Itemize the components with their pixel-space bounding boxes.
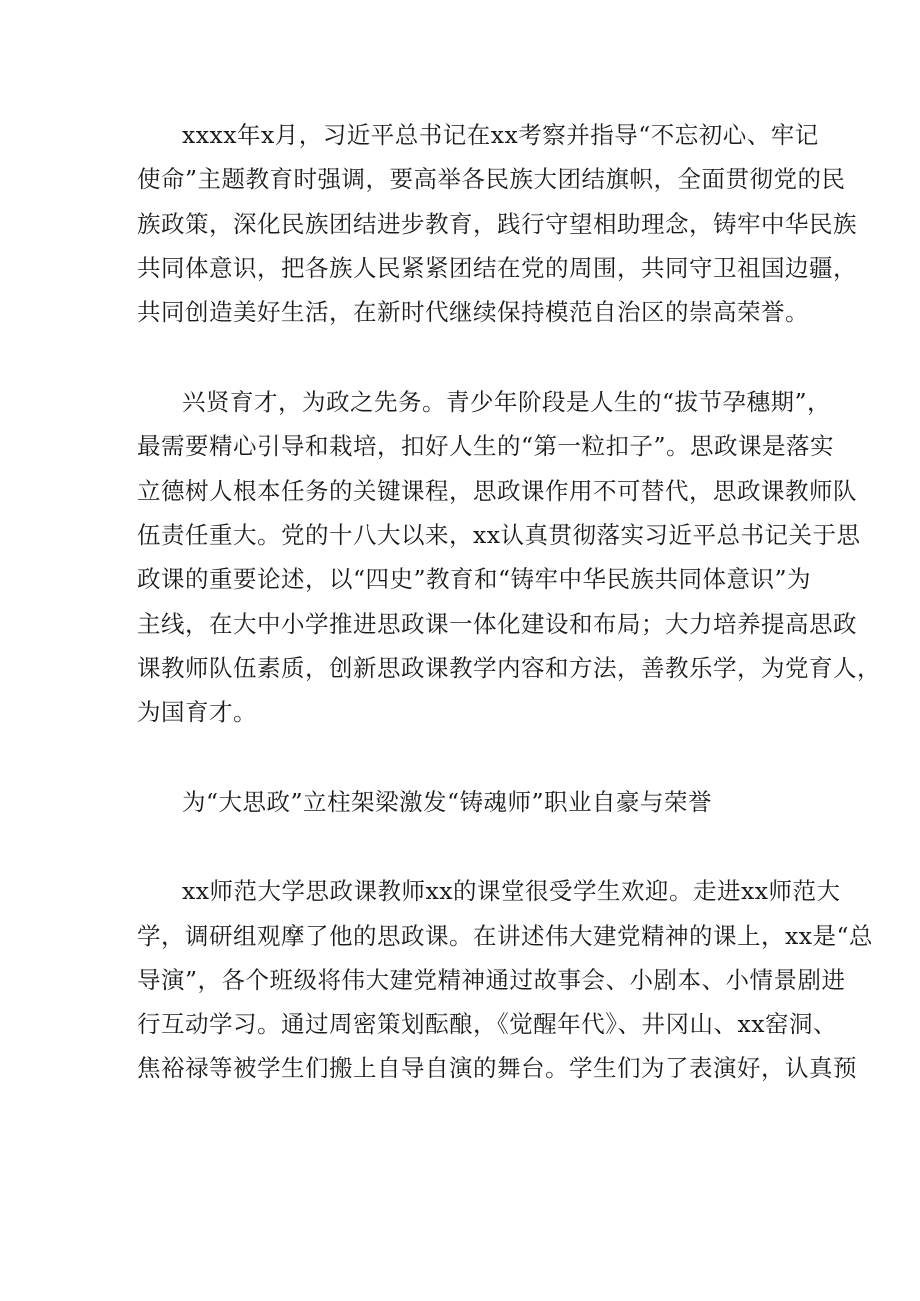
paragraph-1-line-1: xxxx年x月，习近平总书记在xx考察并指导“不忘初心、牢记: [182, 121, 819, 149]
paragraph-2-line-8: 为国育才。: [137, 698, 257, 726]
section-heading: 为“大思政”立柱架梁激发“铸魂师”职业自豪与荣誉: [182, 788, 713, 816]
paragraph-2-line-4: 伍责任重大。党的十八大以来，xx认真贯彻落实习近平总书记关于思: [137, 521, 861, 549]
paragraph-3-line-4: 行互动学习。通过周密策划酝酿，《觉醒年代》、井冈山、xx窑洞、: [137, 1010, 838, 1038]
paragraph-2-line-1: 兴贤育才，为政之先务。青少年阶段是人生的“拔节孕穗期”，: [182, 388, 832, 416]
paragraph-3-line-5: 焦裕禄等被学生们搬上自导自演的舞台。学生们为了表演好，认真预: [137, 1054, 857, 1082]
paragraph-1-line-4: 共同体意识，把各族人民紧紧团结在党的周围，共同守卫祖国边疆，: [137, 254, 857, 282]
paragraph-1-line-5: 共同创造美好生活，在新时代继续保持模范自治区的崇高荣誉。: [137, 298, 809, 326]
paragraph-3-line-3: 导演”，各个班级将伟大建党精神通过故事会、小剧本、小情景剧进: [137, 966, 846, 994]
paragraph-2-line-3: 立德树人根本任务的关键课程，思政课作用不可替代，思政课教师队: [137, 477, 857, 505]
paragraph-2-line-6: 主线，在大中小学推进思政课一体化建设和布局；大力培养提高思政: [137, 610, 857, 638]
paragraph-2-line-7: 课教师队伍素质，创新思政课教学内容和方法，善教乐学，为党育人，: [137, 654, 881, 682]
paragraph-1-line-2: 使命”主题教育时强调，要高举各民族大团结旗帜，全面贯彻党的民: [137, 165, 846, 193]
paragraph-2-line-2: 最需要精心引导和栽培，扣好人生的“第一粒扣子”。思政课是落实: [137, 432, 835, 460]
paragraph-3-line-2: 学，调研组观摩了他的思政课。在讲述伟大建党精神的课上，xx是“总: [137, 922, 874, 950]
paragraph-3-line-1: xx师范大学思政课教师xx的课堂很受学生欢迎。走进xx师范大: [182, 877, 841, 905]
paragraph-1-line-3: 族政策，深化民族团结进步教育，践行守望相助理念，铸牢中华民族: [137, 210, 857, 238]
paragraph-2-line-5: 政课的重要论述，以“四史”教育和“铸牢中华民族共同体意识”为: [137, 565, 812, 593]
